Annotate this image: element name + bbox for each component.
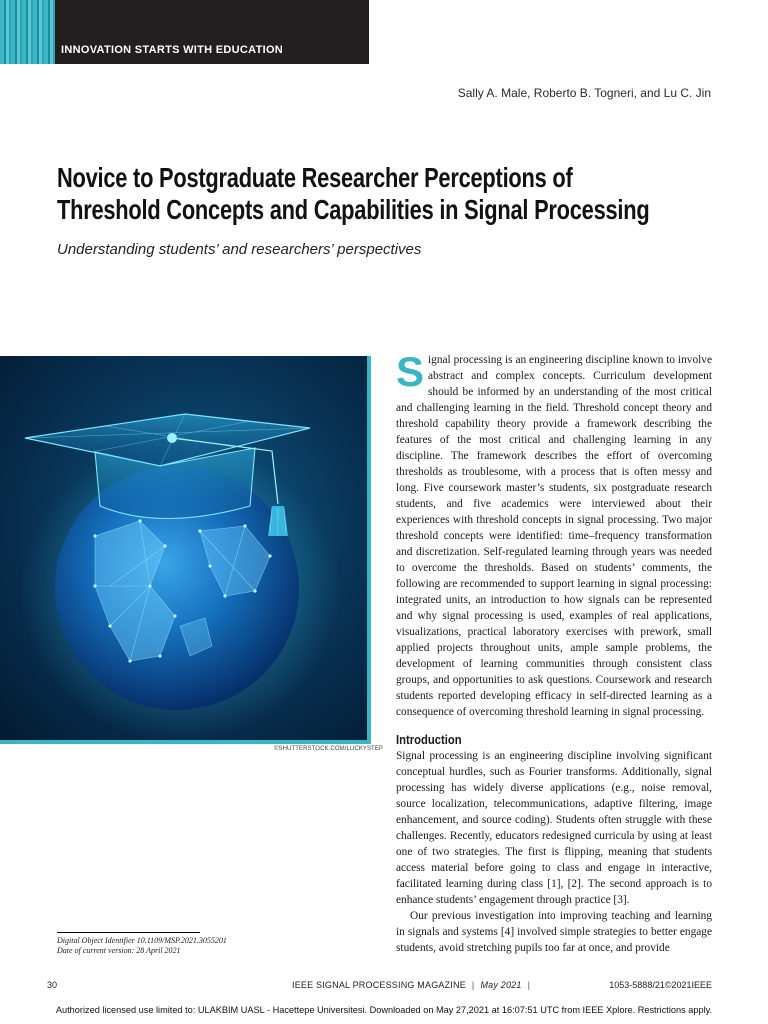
page-footer xyxy=(0,980,768,994)
section-banner xyxy=(0,0,369,64)
doi-date: Date of current version: 28 April 2021 xyxy=(57,946,181,955)
abstract xyxy=(396,348,712,720)
banner-label: INNOVATION STARTS WITH EDUCATION xyxy=(61,44,284,56)
footer-magazine-info xyxy=(292,980,536,990)
article-subtitle: Understanding students’ and researchers’ perspectives xyxy=(57,241,422,258)
abstract-text: ignal processing is an engineering discipline known to involve abstract and complex concepts. Curriculum development should be informed by an understanding of the most critical and challenging learning in the field. Threshold concept theory and threshold capability theory provide a framework describing the features of the most critical and challenging learning in any discipline. The framework describes the effort of overcoming thresholds as troublesome, with a process that is often messy and long. Five coursework master’s students, six postgraduate research students, and five academics were interviewed about their experiences with threshold concepts in signal processing. Two major threshold concepts were identified: time–frequency transformation and discretization. Self-regulated learning through years was needed to overcome the thresholds. Based on students’ comments, the following are recommended to support learning in signal processing: integrated units, an introduction to how signals can be represented and why signal processing is used, examples of real applications, visualizations, practical laboratory exercises with prework, small applied projects throughout units, ample sample problems, the development of learning communities through consistent class groups, and opportunities to ask questions. Coursework and research students reported developing efficacy in self-directed learning as a consequence of overcoming threshold learning in signal processing. xyxy=(396,354,712,718)
page-number: 30 xyxy=(47,980,58,990)
intro-paragraph-2: Our previous investigation into improving teaching and learning in signals and systems [4] involved simple strategies to better engage students, avoid stretching pupils too far at once, and provide xyxy=(396,910,712,954)
author-list: Sally A. Male, Roberto B. Togneri, and Lu C. Jin xyxy=(457,86,711,100)
section-heading-introduction: Introduction xyxy=(396,733,462,747)
magazine-name: IEEE SIGNAL PROCESSING MAGAZINE xyxy=(292,980,466,990)
title-line-1: Novice to Postgraduate Researcher Perceptions of xyxy=(57,162,573,193)
banner-stripes xyxy=(0,0,55,64)
drop-cap: S xyxy=(396,348,425,395)
intro-paragraph-1: Signal processing is an engineering discipline involving significant conceptual hurdles, such as Fourier transforms. Additionally, signal processing has widely diverse applications (e.g., noise removal, source localization, telecommunications, adaptive filtering, image enhancement, and source coding). Students often struggle with these challenges. Recently, educators redesigned curricula by using at least one of two strategies. The first is flipping, meaning that students access material before going to class and engage in interactive, facilitated learning during class [1], [2]. The second approach is to enhance students’ engagement through practice [3]. xyxy=(396,750,712,906)
doi-block xyxy=(57,932,227,956)
license-notice: Authorized licensed use limited to: ULAKBIM UASL - Hacettepe Universitesi. Downloaded on May 27,2021 at 16:07:51 UTC from IEEE Xplore. Restrictions apply. xyxy=(55,1005,713,1015)
footer-divider: | xyxy=(471,980,475,990)
title-line-2: Threshold Concepts and Capabilities in Signal Processing xyxy=(57,194,650,225)
main-text-column xyxy=(396,348,712,956)
illustration-artwork xyxy=(0,356,367,740)
image-credit: ©SHUTTERSTOCK.COM/LUCKYSTEP xyxy=(274,746,384,752)
issn-copyright: 1053-5888/21©2021IEEE xyxy=(609,980,712,990)
article-title xyxy=(57,162,650,226)
doi-identifier: Digital Object Identifier 10.1109/MSP.2021.3055201 xyxy=(57,936,227,945)
footer-divider: | xyxy=(527,980,531,990)
issue-date: May 2021 xyxy=(480,980,522,990)
globe-graduation-cap-illustration xyxy=(0,356,371,744)
